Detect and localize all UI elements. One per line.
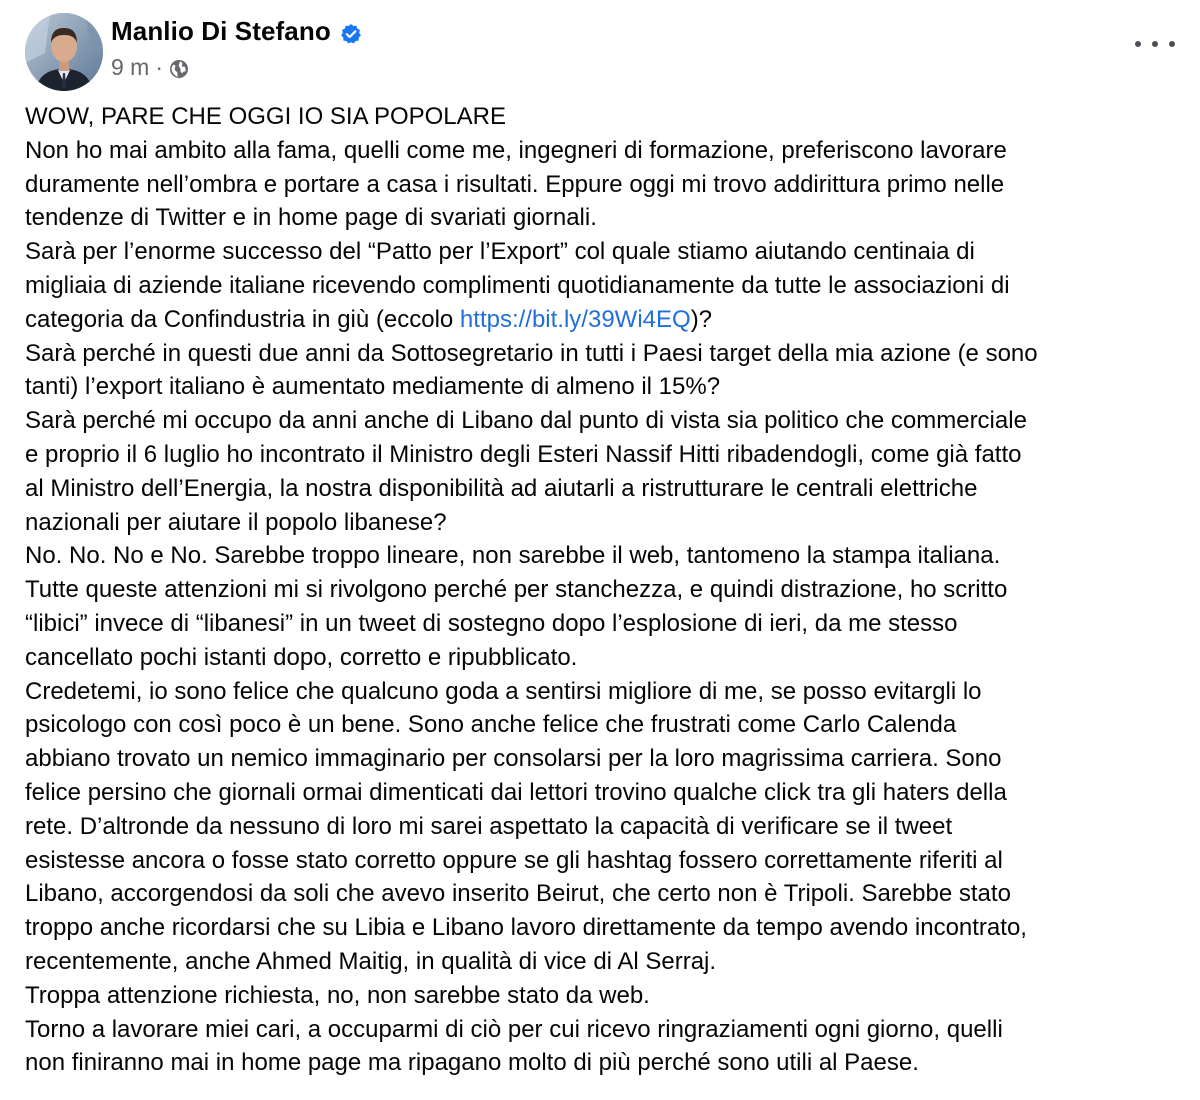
- post-text-line: Sarà per l’enorme successo del “Patto per l’Export” col quale stiamo aiutando centinaia di: [25, 238, 975, 266]
- post-text-line: rete. D’altronde da nessuno di loro mi sarei aspettato la capacità di verificare se il tweet: [25, 812, 953, 840]
- post-text-line: non finiranno mai in home page ma ripagano molto di più perché sono utili al Paese.: [25, 1049, 919, 1077]
- post-text-line: al Ministro dell’Energia, la nostra disponibilità ad aiutarli a ristrutturare le centrali elettriche: [25, 474, 978, 502]
- post-text-line: No. No. No e No. Sarebbe troppo lineare, non sarebbe il web, tantomeno la stampa italiana.: [25, 542, 1001, 570]
- profile-photo: [25, 13, 103, 91]
- post-text-line: Tutte queste attenzioni mi si rivolgono perché per stanchezza, e quindi distrazione, ho scritto: [25, 576, 1008, 604]
- post-text-line: Non ho mai ambito alla fama, quelli come me, ingegneri di formazione, preferiscono lavorare: [25, 136, 1007, 164]
- post-text-line: psicologo con così poco è un bene. Sono anche felice che frustrati come Carlo Calenda: [25, 711, 957, 739]
- post-text-line: felice persino che giornali ormai dimenticati dai lettori trovino qualche click tra gli haters della: [25, 778, 1007, 806]
- more-dot: [1135, 41, 1141, 47]
- avatar[interactable]: [25, 13, 103, 91]
- post-meta: [111, 54, 189, 81]
- post-text-line: Credetemi, io sono felice che qualcuno goda a sentirsi migliore di me, se posso evitargli lo: [25, 677, 982, 705]
- post-time[interactable]: 9 m: [111, 54, 150, 80]
- post-text-line: nazionali per aiutare il popolo libanese?: [25, 508, 447, 536]
- post-text-line: recentemente, anche Ahmed Maitig, in qualità di vice di Al Serraj.: [25, 947, 717, 975]
- post-text-line: cancellato pochi istanti dopo, corretto e ripubblicato.: [25, 643, 578, 671]
- post-header: [25, 12, 1175, 92]
- post-text-line: Sarà perché mi occupo da anni anche di Libano dal punto di vista sia politico che commerciale: [25, 407, 1027, 435]
- post-text-line: Libano, accorgendosi da soli che avevo inserito Beirut, che certo non è Tripoli. Sarebbe stato: [25, 880, 1011, 908]
- post-text-segment: )?: [690, 305, 713, 333]
- more-dot: [1152, 41, 1158, 47]
- author-name[interactable]: [111, 16, 362, 47]
- post-text-line: [25, 303, 1190, 337]
- author-name-text[interactable]: Manlio Di Stefano: [111, 16, 331, 46]
- more-dot: [1169, 41, 1175, 47]
- verified-badge-icon: [340, 21, 362, 43]
- post-text-line: Torno a lavorare miei cari, a occuparmi di ciò per cui ricevo ringraziamenti ogni giorno, quelli: [25, 1015, 1003, 1043]
- post-text-line: Troppa attenzione richiesta, no, non sarebbe stato da web.: [25, 981, 650, 1009]
- post-text-segment: categoria da Confindustria in giù (eccolo: [25, 305, 460, 333]
- post-text-line: WOW, PARE CHE OGGI IO SIA POPOLARE: [25, 103, 506, 130]
- post-text-line: migliaia di aziende italiane ricevendo complimenti quotidianamente da tutte le associazioni di: [25, 271, 1010, 299]
- post-body: [25, 100, 1190, 1080]
- post-text-line: tendenze di Twitter e in home page di svariati giornali.: [25, 204, 597, 232]
- more-options-icon[interactable]: [1135, 34, 1175, 54]
- post-text-line: esistesse ancora o fosse stato corretto oppure se gli hashtag fossero correttamente riferiti al: [25, 846, 1003, 874]
- post-link[interactable]: https://bit.ly/39Wi4EQ: [459, 305, 691, 333]
- post-text-line: duramente nell’ombra e portare a casa i risultati. Eppure oggi mi trovo addirittura primo nelle: [25, 170, 1005, 198]
- meta-separator: ·: [155, 54, 164, 80]
- post-text-line: troppo anche ricordarsi che su Libia e Libano lavoro direttamente da tempo avendo incontrato,: [25, 914, 1027, 942]
- post-text-line: e proprio il 6 luglio ho incontrato il Ministro degli Esteri Nassif Hitti ribadendogli, come già fatto: [25, 440, 1022, 468]
- post-text-line: tanti) l’export italiano è aumentato mediamente di almeno il 15%?: [25, 373, 721, 401]
- post-text-line: abbiano trovato un nemico immaginario per consolarsi per la loro magrissima carriera. Sono: [25, 745, 1002, 773]
- post-text-line: “libici” invece di “libanesi” in un tweet di sostegno dopo l’esplosione di ieri, da me stesso: [25, 609, 958, 637]
- post-text-line: Sarà perché in questi due anni da Sottosegretario in tutti i Paesi target della mia azione (e sono: [25, 339, 1038, 367]
- globe-icon[interactable]: [169, 58, 189, 78]
